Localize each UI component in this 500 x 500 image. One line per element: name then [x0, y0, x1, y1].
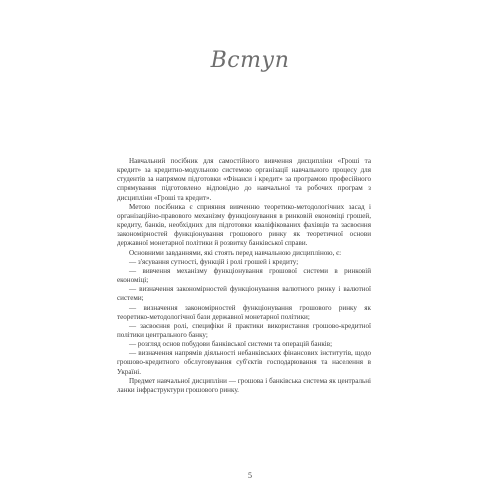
- page-heading: Вступ: [210, 48, 290, 73]
- list-item: — визначення закономірностей функціонування грошового ринку як теоретико-методологічної бази державної монетарної політики;: [117, 303, 371, 321]
- list-item: — визначення напрямів діяльності небанківських фінансових інститутів, щодо грошово-кредитного обслуговування суб'єктів господарювання та населення в Україні.: [117, 349, 371, 376]
- paragraph-intro: Навчальний посібник для самостійного вивчення дисципліни «Гроші та кредит» за кредитно-модульною системою організації навчального процесу для студентів за напрямом підготовки «Фінанси і кредит» за програмою професійного спрямування підготовлено відповідно до навчальної та робочих програм з дисципліни «Гроші та кредит».: [117, 157, 371, 202]
- list-item: — розгляд основ побудови банківської системи та операцій банків;: [129, 340, 333, 349]
- list-item: — вивчення механізму функціонування грошової системи в ринковій економіці;: [117, 266, 371, 285]
- list-item: — визначення закономірностей функціонування валютного ринку і валютної системи;: [117, 285, 371, 303]
- body-text: [117, 157, 371, 395]
- list-item: — засвоєння ролі, специфіки й практики використання грошово-кредитної політики центрального банку;: [117, 321, 371, 339]
- paragraph-goal: Метою посібника є сприяння вивченню теоретико-методологічних засад і організаційно-правового механізму функціонування в ринковій економіці грошей, кредиту, банків, необхідних для підготовки кваліфікованих фахівців та засвоєння закономірностей функціонування грошового ринку як теоретичної основи державної монетарної політики й розвитку банківської справи.: [117, 202, 371, 248]
- page-number: 5: [248, 471, 252, 480]
- list-item: — з'ясування сутності, функцій і ролі грошей і кредиту;: [129, 257, 299, 266]
- paragraph-subject: Предмет навчальної дисципліни — грошова і банківська система як центральні ланки інфраструктури грошового ринку.: [117, 376, 371, 394]
- paragraph-tasks-intro: Основними завданнями, які стоять перед навчальною дисципліною, є:: [129, 248, 342, 257]
